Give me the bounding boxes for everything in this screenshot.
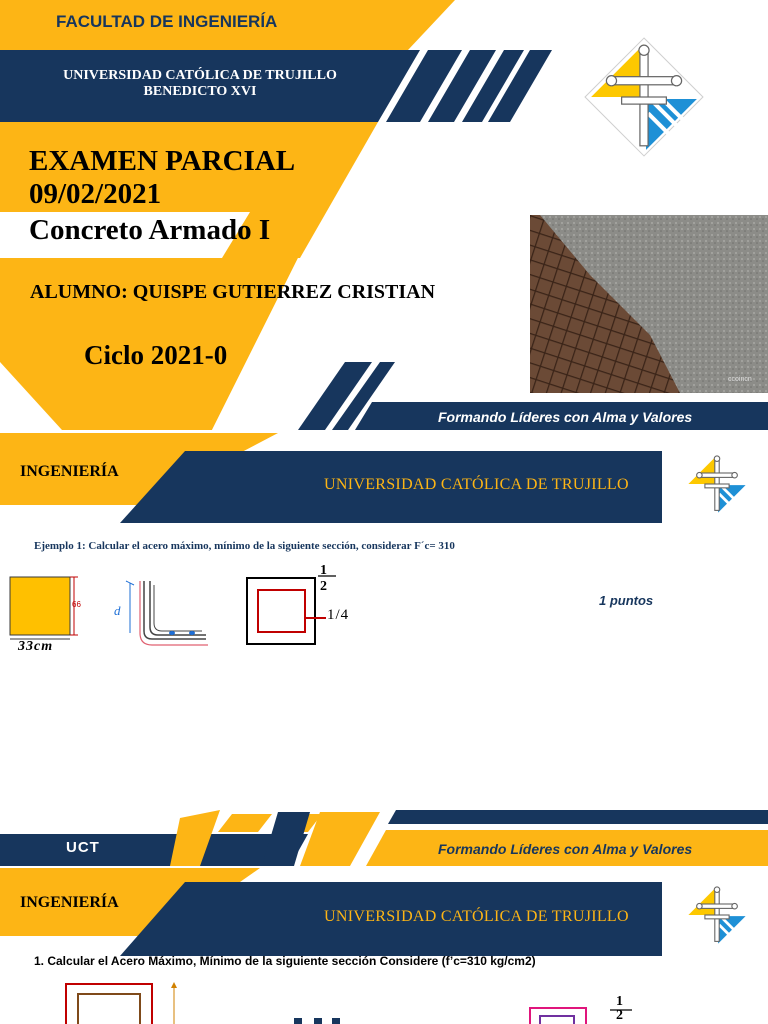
- cover-slide: [0, 0, 768, 430]
- question-section-diagram: [60, 980, 190, 1024]
- university-line1: UNIVERSIDAD CATÓLICA DE TRUJILLO: [63, 68, 337, 83]
- stirrup-section-diagram: [240, 568, 370, 658]
- q-frac-bar: [610, 1009, 634, 1012]
- faculty-title: FACULTAD DE INGENIERÍA: [56, 12, 278, 31]
- dim-height-label: 66: [72, 600, 81, 609]
- frac-denominator: 2: [320, 579, 327, 594]
- frac-numerator: 1: [320, 563, 327, 578]
- bend-label: d: [114, 603, 121, 618]
- question-dim-mark: [292, 1014, 362, 1024]
- dim-width-label: 33cm: [18, 639, 54, 654]
- example-slide: [0, 433, 768, 868]
- uct-logo-icon: [583, 36, 705, 158]
- slide3-logo-icon: [684, 882, 750, 948]
- student-name: QUISPE GUTIERREZ CRISTIAN: [132, 281, 436, 303]
- university-name: [40, 68, 360, 100]
- slide2-university: UNIVERSIDAD CATÓLICA DE TRUJILLO: [324, 476, 629, 493]
- slide2-ing-label: INGENIERÍA: [20, 463, 119, 480]
- student-line: [30, 281, 435, 304]
- photo-watermark: ccoincn: [728, 376, 752, 383]
- points-label: 1 puntos: [599, 593, 654, 608]
- exam-title: EXAMEN PARCIAL: [29, 145, 296, 177]
- q-frac-numerator: 1: [616, 994, 623, 1009]
- slide3-ing-label: INGENIERÍA: [20, 894, 119, 911]
- question-stirrup-diagram: [528, 1004, 608, 1024]
- concrete-rebar-photo: [530, 215, 768, 393]
- course-name: Concreto Armado I: [29, 214, 271, 246]
- quarter-label: 1/4: [327, 607, 350, 623]
- slide2-footer-abbr: UCT: [66, 839, 100, 856]
- q-frac-denominator: 2: [616, 1008, 623, 1023]
- slide2-footer-shapes: [0, 808, 768, 868]
- student-label: ALUMNO:: [30, 281, 128, 303]
- university-line2: BENEDICTO XVI: [143, 84, 257, 99]
- slide3-university: UNIVERSIDAD CATÓLICA DE TRUJILLO: [324, 908, 629, 925]
- question-text: 1. Calcular el Acero Máximo, Mínimo de la siguiente sección Considere (f’c=310 kg/cm2): [34, 954, 536, 968]
- example-text: Ejemplo 1: Calcular el acero máximo, mínimo de la siguiente sección, considerar F´c= 310: [34, 540, 455, 552]
- question-slide: [0, 868, 768, 1024]
- slide2-footer-motto: Formando Líderes con Alma y Valores: [438, 841, 693, 857]
- slide2-logo-icon: [684, 451, 750, 517]
- exam-date: 09/02/2021: [29, 178, 162, 210]
- bent-bar-diagram: [110, 573, 215, 653]
- cover-motto: Formando Líderes con Alma y Valores: [438, 409, 693, 425]
- cycle-label: Ciclo 2021-0: [84, 340, 228, 370]
